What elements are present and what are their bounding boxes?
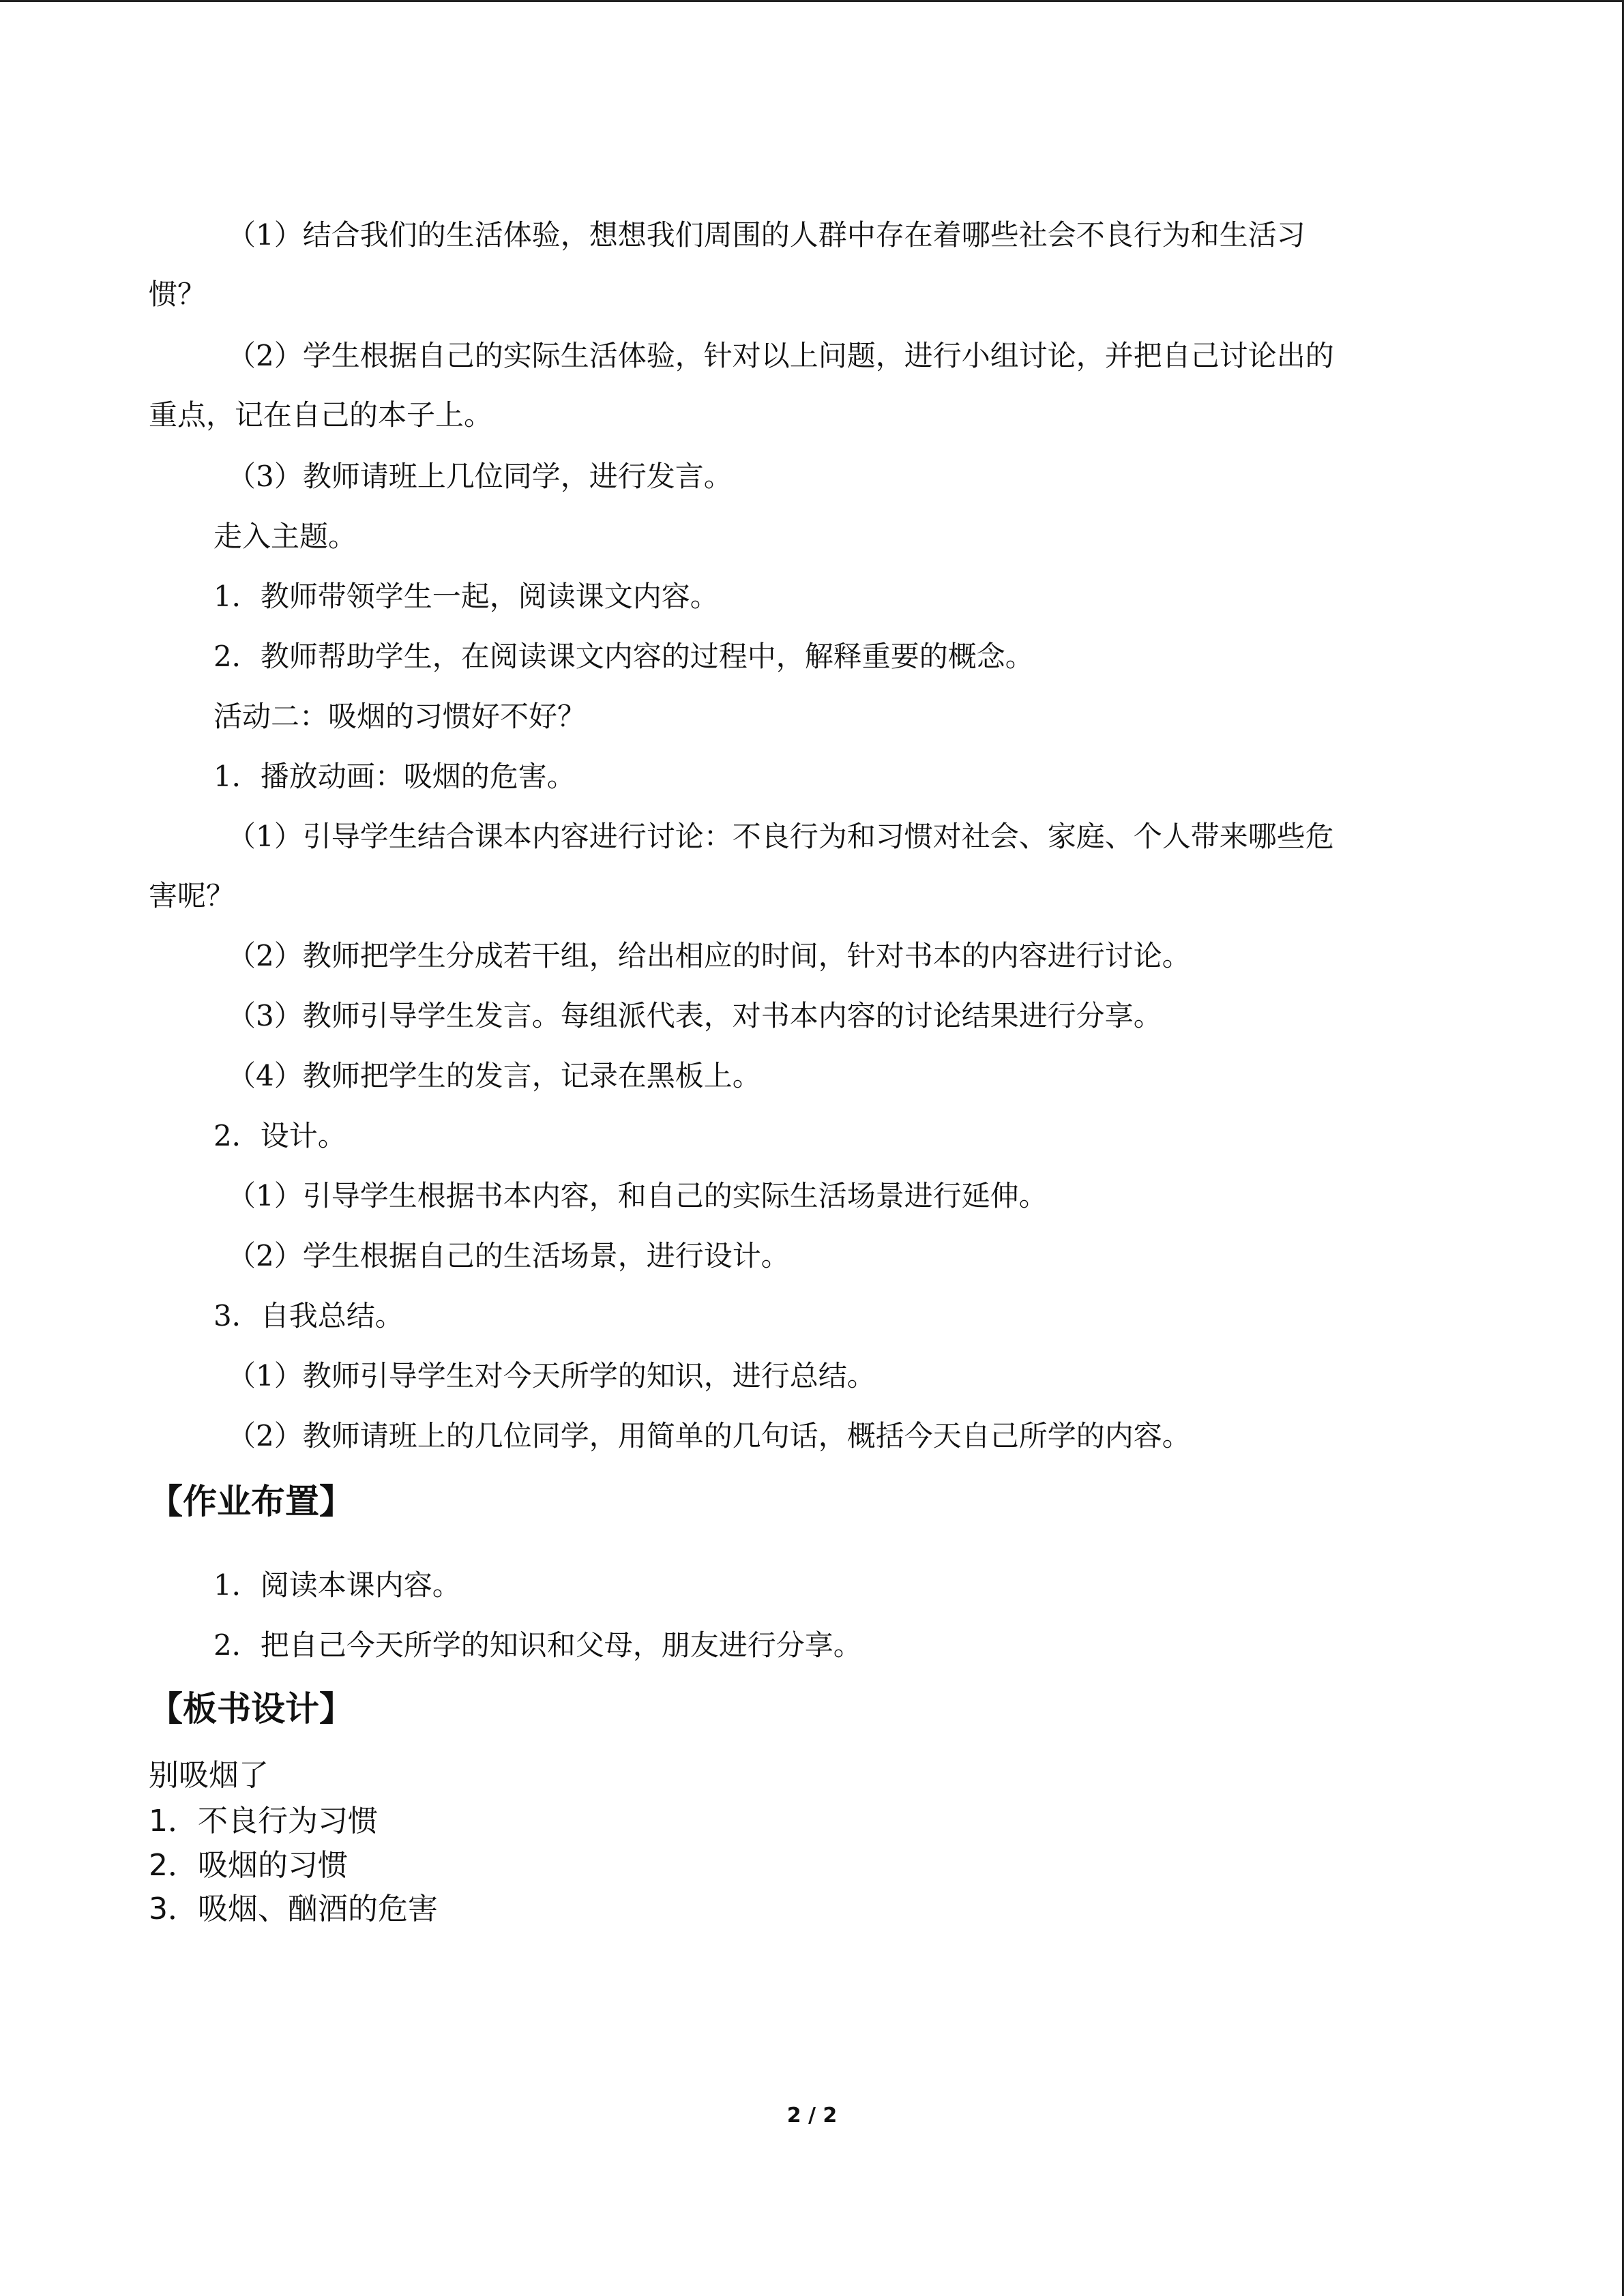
paragraph-line: 走入主题。 xyxy=(213,520,357,553)
activity-title: 活动二：吸烟的习惯好不好？ xyxy=(213,700,587,733)
paragraph-line: （2）学生根据自己的生活场景，进行设计。 xyxy=(227,1239,790,1272)
list-item: 1．播放动画：吸烟的危害。 xyxy=(213,760,576,793)
paragraph-line: 重点，记在自己的本子上。 xyxy=(149,398,493,432)
homework-item: 2．把自己今天所学的知识和父母，朋友进行分享。 xyxy=(213,1628,862,1662)
list-item: 1．教师带领学生一起，阅读课文内容。 xyxy=(213,580,719,613)
list-item: 2．教师帮助学生，在阅读课文内容的过程中，解释重要的概念。 xyxy=(213,640,1034,673)
paragraph-line: （1）引导学生根据书本内容，和自己的实际生活场景进行延伸。 xyxy=(227,1179,1048,1212)
paragraph-line: （1）引导学生结合课本内容进行讨论：不良行为和习惯对社会、家庭、个人带来哪些危 xyxy=(227,820,1334,853)
homework-item: 1．阅读本课内容。 xyxy=(213,1568,461,1602)
page-number: 2 / 2 xyxy=(786,2104,838,2128)
board-heading: 【板书设计】 xyxy=(149,1689,353,1729)
board-item: 1．不良行为习惯 xyxy=(149,1804,378,1838)
paragraph-line: 惯？ xyxy=(149,278,207,311)
board-item: 2．吸烟的习惯 xyxy=(149,1848,348,1883)
paragraph-line: 害呢？ xyxy=(149,879,235,912)
paragraph-line: （3）教师引导学生发言。每组派代表，对书本内容的讨论结果进行分享。 xyxy=(227,999,1162,1032)
list-item: 2．设计。 xyxy=(213,1119,346,1152)
paragraph-line: （2）学生根据自己的实际生活体验，针对以上问题，进行小组讨论，并把自己讨论出的 xyxy=(227,339,1334,372)
homework-heading: 【作业布置】 xyxy=(149,1482,353,1521)
paragraph-line: （4）教师把学生的发言，记录在黑板上。 xyxy=(227,1059,761,1092)
list-item: 3．自我总结。 xyxy=(213,1299,404,1332)
paragraph-line: （1）教师引导学生对今天所学的知识，进行总结。 xyxy=(227,1359,876,1392)
paragraph-line: （3）教师请班上几位同学，进行发言。 xyxy=(227,460,733,493)
paragraph-line: （2）教师把学生分成若干组，给出相应的时间，针对书本的内容进行讨论。 xyxy=(227,939,1191,972)
paragraph-line: （1）结合我们的生活体验，想想我们周围的人群中存在着哪些社会不良行为和生活习 xyxy=(227,218,1305,252)
paragraph-line: （2）教师请班上的几位同学，用简单的几句话，概括今天自己所学的内容。 xyxy=(227,1419,1191,1452)
board-title: 别吸烟了 xyxy=(149,1758,269,1793)
board-item: 3．吸烟、酗酒的危害 xyxy=(149,1892,438,1926)
